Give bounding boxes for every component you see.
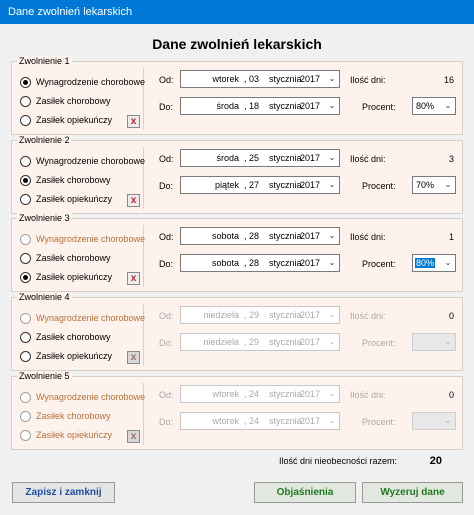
- chevron-down-icon: ⌄: [328, 389, 336, 398]
- date-year: 2017: [300, 389, 321, 399]
- from-date-picker[interactable]: [180, 70, 340, 88]
- percent-value: 80%: [416, 258, 435, 268]
- date-day: 27: [249, 180, 260, 190]
- date-separator: ,: [244, 180, 247, 190]
- radio-option-3[interactable]: [20, 349, 112, 363]
- date-weekday: piątek: [214, 180, 239, 190]
- date-weekday: środa: [216, 153, 239, 163]
- radio-option-2: [20, 409, 111, 423]
- radio-label: Zasiłek chorobowy: [36, 332, 111, 342]
- leave-group-title: Zwolnienie 2: [19, 135, 70, 145]
- date-weekday: niedziela: [203, 337, 239, 347]
- date-day: 03: [249, 74, 260, 84]
- percent-select[interactable]: [412, 176, 456, 194]
- date-month: stycznia: [269, 310, 302, 320]
- radio-label: Wynagrodzenie chorobowe: [36, 156, 145, 166]
- percent-label: Procent:: [362, 259, 396, 269]
- percent-label: Procent:: [362, 102, 396, 112]
- date-year: 2017: [300, 180, 321, 190]
- date-month: stycznia: [269, 74, 302, 84]
- leave-group-title: Zwolnienie 3: [19, 213, 70, 223]
- date-weekday: wtorek: [212, 74, 239, 84]
- chevron-down-icon[interactable]: ⌄: [444, 258, 452, 267]
- date-day: 28: [249, 231, 260, 241]
- leave-group-title: Zwolnienie 5: [19, 371, 70, 381]
- date-day: 29: [249, 337, 260, 347]
- date-month: stycznia: [269, 416, 302, 426]
- to-label: Do:: [159, 338, 174, 348]
- radio-option-2[interactable]: [20, 251, 111, 265]
- radio-label: Wynagrodzenie chorobowe: [36, 234, 145, 244]
- days-count-label: Ilość dni:: [350, 154, 386, 164]
- radio-circle: [20, 430, 31, 441]
- date-day: 18: [249, 101, 260, 111]
- percent-select[interactable]: [412, 97, 456, 115]
- to-date-picker[interactable]: [180, 254, 340, 272]
- date-separator: ,: [244, 258, 247, 268]
- date-day: 29: [249, 310, 260, 320]
- date-year: 2017: [300, 258, 321, 268]
- date-day: 28: [249, 258, 260, 268]
- reset-data-button[interactable]: Wyzeruj dane: [362, 482, 463, 503]
- form-title: Dane zwolnień lekarskich: [152, 36, 322, 52]
- radio-option-1: [20, 390, 145, 404]
- chevron-down-icon: ⌄: [328, 416, 336, 425]
- radio-option-3: [20, 428, 112, 442]
- radio-circle[interactable]: [20, 332, 31, 343]
- from-date-picker[interactable]: [180, 227, 340, 245]
- date-separator: ,: [244, 389, 247, 399]
- radio-circle[interactable]: [20, 156, 31, 167]
- explanations-button[interactable]: Objaśnienia: [254, 482, 356, 503]
- chevron-down-icon: ⌄: [328, 310, 336, 319]
- from-date-picker[interactable]: [180, 149, 340, 167]
- to-date-picker[interactable]: [180, 97, 340, 115]
- radio-label: Zasiłek opiekuńczy: [36, 194, 113, 204]
- radio-option-1: [20, 311, 145, 325]
- date-year: 2017: [300, 416, 321, 426]
- delete-leave-icon: x: [127, 351, 140, 364]
- percent-select[interactable]: [412, 254, 456, 272]
- radio-option-1: [20, 232, 145, 246]
- radio-label: Zasiłek chorobowy: [36, 175, 111, 185]
- to-label: Do:: [159, 417, 174, 427]
- delete-leave-icon[interactable]: x: [127, 115, 140, 128]
- days-count-label: Ilość dni:: [350, 232, 386, 242]
- leave-group-5: [11, 371, 463, 450]
- date-year: 2017: [300, 74, 321, 84]
- date-year: 2017: [300, 231, 321, 241]
- to-label: Do:: [159, 181, 174, 191]
- date-year: 2017: [300, 310, 321, 320]
- leave-group-2: [11, 135, 463, 214]
- date-month: stycznia: [269, 101, 302, 111]
- to-label: Do:: [159, 102, 174, 112]
- date-weekday: sobota: [211, 231, 239, 241]
- radio-option-2[interactable]: [20, 94, 111, 108]
- date-separator: ,: [244, 310, 247, 320]
- radio-circle: [20, 234, 31, 245]
- days-count-label: Ilość dni:: [350, 390, 386, 400]
- to-label: Do:: [159, 259, 174, 269]
- radio-circle: [20, 392, 31, 403]
- total-days-value: 20: [429, 455, 442, 467]
- date-weekday: wtorek: [212, 389, 239, 399]
- radio-option-3[interactable]: [20, 192, 112, 206]
- radio-circle[interactable]: [20, 351, 31, 362]
- date-separator: ,: [244, 74, 247, 84]
- delete-leave-icon[interactable]: x: [127, 194, 140, 207]
- radio-label: Wynagrodzenie chorobowe: [36, 313, 145, 323]
- days-count-value: 3: [448, 154, 454, 164]
- leave-group-title: Zwolnienie 4: [19, 292, 70, 302]
- from-label: Od:: [159, 390, 174, 400]
- radio-circle[interactable]: [20, 115, 31, 126]
- total-days-label: Ilość dni nieobecności razem:: [279, 456, 398, 466]
- radio-label: Zasiłek opiekuńczy: [36, 430, 113, 440]
- date-month: stycznia: [269, 258, 302, 268]
- radio-circle[interactable]: [20, 272, 31, 283]
- date-separator: ,: [244, 416, 247, 426]
- date-separator: ,: [244, 153, 247, 163]
- window-title: Dane zwolnień lekarskich: [8, 6, 133, 18]
- date-year: 2017: [300, 153, 321, 163]
- save-and-close-button[interactable]: Zapisz i zamknij: [12, 482, 115, 503]
- chevron-down-icon[interactable]: ⌄: [328, 231, 336, 240]
- chevron-down-icon[interactable]: ⌄: [328, 258, 336, 267]
- percent-value: 80%: [416, 101, 435, 111]
- radio-label: Wynagrodzenie chorobowe: [36, 77, 145, 87]
- leave-group-title: Zwolnienie 1: [19, 56, 70, 66]
- days-count-value: 0: [448, 390, 454, 400]
- to-date-picker[interactable]: [180, 176, 340, 194]
- chevron-down-icon[interactable]: ⌄: [444, 101, 452, 110]
- percent-label: Procent:: [362, 181, 396, 191]
- days-count-label: Ilość dni:: [350, 311, 386, 321]
- date-month: stycznia: [269, 180, 302, 190]
- radio-circle[interactable]: [20, 253, 31, 264]
- to-date-picker: [180, 333, 340, 351]
- radio-option-1[interactable]: [20, 154, 145, 168]
- date-weekday: niedziela: [203, 310, 239, 320]
- leave-group-3: [11, 213, 463, 292]
- percent-select: [412, 333, 456, 351]
- days-count-label: Ilość dni:: [350, 75, 386, 85]
- chevron-down-icon: ⌄: [444, 337, 452, 346]
- radio-circle: [20, 313, 31, 324]
- radio-circle[interactable]: [20, 96, 31, 107]
- radio-label: Zasiłek chorobowy: [36, 253, 111, 263]
- from-label: Od:: [159, 232, 174, 242]
- radio-option-3[interactable]: [20, 270, 112, 284]
- days-count-value: 16: [443, 75, 454, 85]
- percent-select: [412, 412, 456, 430]
- radio-circle[interactable]: [20, 194, 31, 205]
- from-date-picker: [180, 385, 340, 403]
- radio-option-3[interactable]: [20, 113, 112, 127]
- chevron-down-icon: ⌄: [444, 416, 452, 425]
- chevron-down-icon[interactable]: ⌄: [328, 74, 336, 83]
- radio-label: Zasiłek chorobowy: [36, 411, 111, 421]
- radio-option-1[interactable]: [20, 75, 145, 89]
- date-separator: ,: [244, 101, 247, 111]
- date-day: 25: [249, 153, 260, 163]
- to-date-picker: [180, 412, 340, 430]
- days-count-value: 1: [448, 232, 454, 242]
- radio-option-2[interactable]: [20, 173, 111, 187]
- date-year: 2017: [300, 101, 321, 111]
- radio-label: Zasiłek opiekuńczy: [36, 115, 113, 125]
- date-separator: ,: [244, 337, 247, 347]
- date-weekday: środa: [216, 101, 239, 111]
- date-day: 24: [249, 389, 260, 399]
- percent-label: Procent:: [362, 417, 396, 427]
- window-body: [0, 24, 474, 515]
- radio-circle: [20, 411, 31, 422]
- days-count-value: 0: [448, 311, 454, 321]
- leave-group-4: [11, 292, 463, 371]
- from-label: Od:: [159, 75, 174, 85]
- radio-label: Zasiłek chorobowy: [36, 96, 111, 106]
- title-bar: [0, 0, 474, 24]
- radio-circle[interactable]: [20, 175, 31, 186]
- date-year: 2017: [300, 337, 321, 347]
- percent-label: Procent:: [362, 338, 396, 348]
- radio-label: Zasiłek opiekuńczy: [36, 351, 113, 361]
- chevron-down-icon[interactable]: ⌄: [444, 180, 452, 189]
- chevron-down-icon[interactable]: ⌄: [328, 101, 336, 110]
- date-month: stycznia: [269, 337, 302, 347]
- radio-label: Zasiłek opiekuńczy: [36, 272, 113, 282]
- from-date-picker: [180, 306, 340, 324]
- date-weekday: wtorek: [212, 416, 239, 426]
- from-label: Od:: [159, 154, 174, 164]
- leave-group-1: [11, 56, 463, 135]
- chevron-down-icon: ⌄: [328, 337, 336, 346]
- chevron-down-icon[interactable]: ⌄: [328, 153, 336, 162]
- delete-leave-icon[interactable]: x: [127, 272, 140, 285]
- date-separator: ,: [244, 231, 247, 241]
- delete-leave-icon: x: [127, 430, 140, 443]
- chevron-down-icon[interactable]: ⌄: [328, 180, 336, 189]
- radio-option-2[interactable]: [20, 330, 111, 344]
- date-day: 24: [249, 416, 260, 426]
- date-weekday: sobota: [211, 258, 239, 268]
- radio-circle[interactable]: [20, 77, 31, 88]
- radio-label: Wynagrodzenie chorobowe: [36, 392, 145, 402]
- percent-value: 70%: [416, 180, 435, 190]
- date-month: stycznia: [269, 153, 302, 163]
- date-month: stycznia: [269, 231, 302, 241]
- date-month: stycznia: [269, 389, 302, 399]
- from-label: Od:: [159, 311, 174, 321]
